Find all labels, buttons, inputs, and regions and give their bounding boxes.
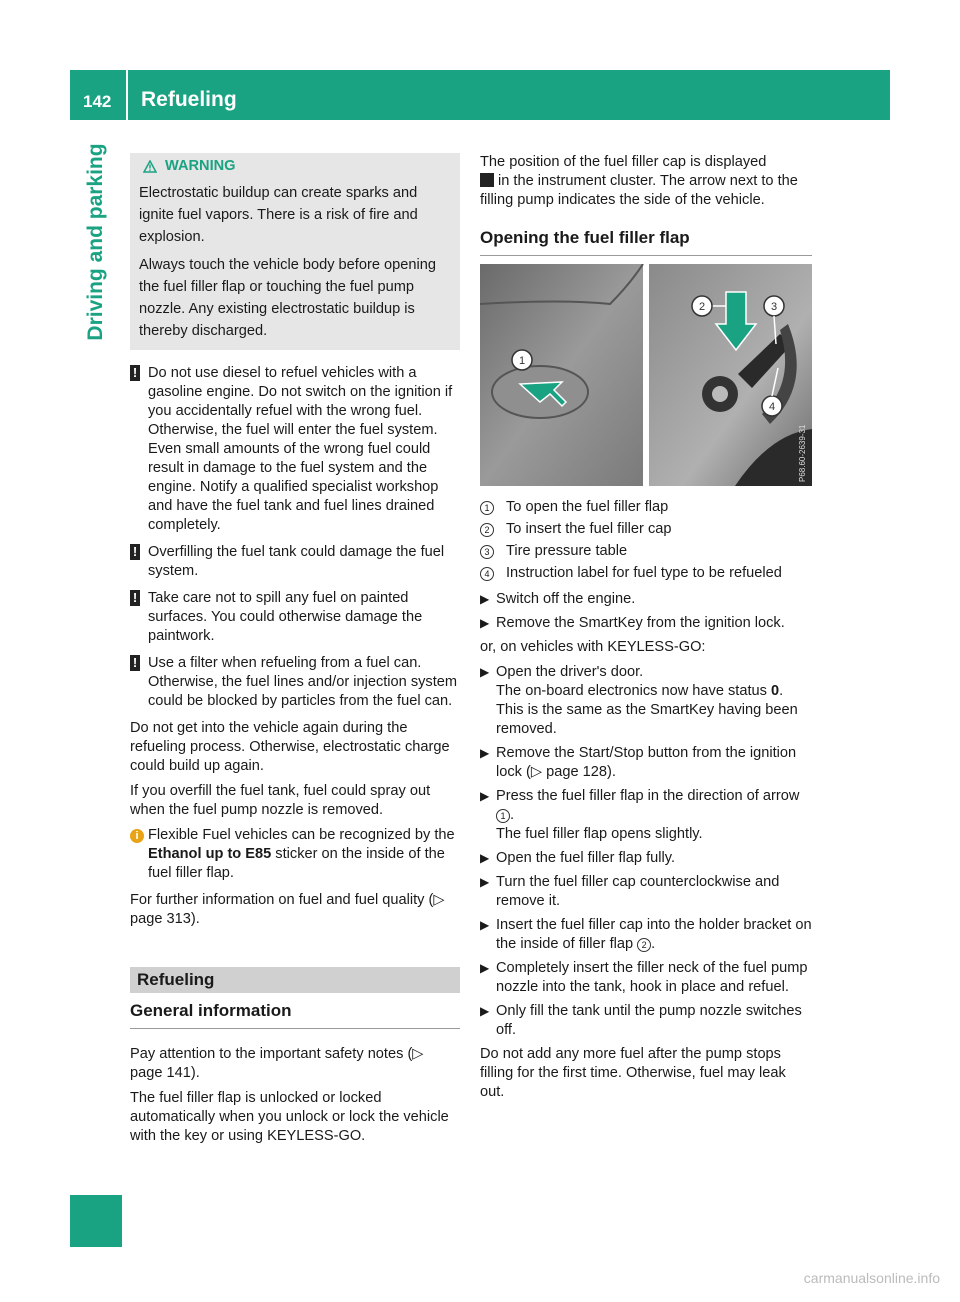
step-item: ▶ Press the fuel filler flap in the direction of arrow 1 . The fuel filler flap opens slightly. (480, 788, 800, 842)
note-text: Do not use diesel to refuel vehicles with a gasoline engine. Do not switch on the ignition if you accidentally refuel with the wrong fuel. Otherwise, the fuel will enter the fuel system. Even small amounts of the wrong fuel could result in damage to the fuel system and the engine. Notify a qualified specialist workshop and have the fuel tank and fuel lines drained completely. (148, 365, 453, 533)
note-item (130, 364, 460, 535)
fuel-flap-illustration (480, 264, 812, 486)
further-info: For further information on fuel and fuel quality (▷ page 313). (130, 892, 445, 927)
legend-item: 2 To insert the fuel filler cap (480, 520, 812, 539)
page-title: Refueling (141, 88, 237, 111)
fuel-flap-figure (480, 264, 812, 486)
step-arrow-icon: ▶ (480, 665, 490, 679)
watermark: carmanualsonline.info (803, 1270, 940, 1286)
chapter-marker (70, 1195, 122, 1247)
figure-callout: 4 (768, 401, 776, 413)
paragraph-again: Do not get into the vehicle again during the refueling process. Otherwise, electrostatic charge could build up again. (130, 720, 450, 774)
info-note (130, 826, 460, 883)
general-paragraph-2: The fuel filler flap is unlocked or locked automatically when you unlock or lock the vehicle with the key or using KEYLESS-GO. (130, 1090, 449, 1144)
warning-box (130, 153, 460, 350)
opening-heading: Opening the fuel filler flap (480, 228, 812, 256)
step-item: ▶ Turn the fuel filler cap counterclockwise and remove it. (480, 874, 780, 909)
header-divider (126, 70, 128, 120)
legend-item: 4 Instruction label for fuel type to be refueled (480, 564, 812, 583)
figure-callout: 2 (698, 301, 706, 313)
step-item: ▶ Open the driver's door. The on-board electronics now have status 0. This is the same as the SmartKey having been removed. (480, 664, 798, 737)
step-arrow-icon: ▶ (480, 789, 490, 803)
general-paragraph-1: Pay attention to the important safety notes (▷ page 141). (130, 1046, 424, 1081)
step-arrow-icon: ▶ (480, 616, 490, 630)
exclamation-icon: ! (130, 365, 140, 381)
note-text: Overfilling the fuel tank could damage the fuel system. (148, 544, 445, 579)
legend-item: 3 Tire pressure table (480, 542, 812, 561)
step-item: ▶ Insert the fuel filler cap into the holder bracket on the inside of filler flap 2 . (480, 917, 812, 952)
step-item: ▶ Switch off the engine. (480, 591, 636, 607)
info-text: Flexible Fuel vehicles can be recognized by the Ethanol up to E85 sticker on the inside of the fuel filler flap. (148, 827, 455, 881)
step-arrow-icon: ▶ (480, 961, 490, 975)
exclamation-icon: ! (130, 590, 140, 606)
note-text: Use a filter when refueling from a fuel can. Otherwise, the fuel lines and/or injection system could be blocked by particles from the fuel can. (148, 655, 458, 709)
note-item (130, 589, 460, 646)
general-heading: General information (130, 1001, 460, 1029)
note-item (130, 654, 460, 711)
info-icon: i (130, 829, 144, 843)
figure-callout: 1 (518, 355, 526, 367)
right-column (480, 153, 812, 1108)
or-line: or, on vehicles with KEYLESS-GO: (480, 639, 706, 655)
page-number: 142 (83, 92, 112, 111)
warning-text-1: Electrostatic buildup can create sparks and ignite fuel vapors. There is a risk of fire and explosion. (139, 185, 418, 245)
step-arrow-icon: ▶ (480, 1004, 490, 1018)
fuel-pump-icon (480, 173, 494, 187)
legend-item: 1 To open the fuel filler flap (480, 498, 812, 517)
section-band: Refueling (130, 967, 460, 993)
warning-text-2: Always touch the vehicle body before opening the fuel filler flap or touching the fuel pump nozzle. Any existing electrostatic buildup is thereby discharged. (139, 257, 436, 339)
step-item: ▶ Open the fuel filler flap fully. (480, 850, 676, 866)
chapter-label: Driving and parking (84, 143, 107, 341)
note-item (130, 543, 460, 581)
step-arrow-icon: ▶ (480, 746, 490, 760)
figure-callout: 3 (770, 301, 778, 313)
paragraph-overfill: If you overfill the fuel tank, fuel could spray out when the fuel pump nozzle is removed. (130, 783, 431, 818)
exclamation-icon: ! (130, 544, 140, 560)
intro-paragraph: The position of the fuel filler cap is displayed in the instrument cluster. The arrow next to the filling pump indicates the side of the vehicle. (480, 154, 798, 208)
step-item: ▶ Completely insert the filler neck of the fuel pump nozzle into the tank, hook in place and refuel. (480, 960, 808, 995)
note-text: Take care not to spill any fuel on painted surfaces. You could otherwise damage the paintwork. (148, 590, 423, 644)
step-arrow-icon: ▶ (480, 851, 490, 865)
step-arrow-icon: ▶ (480, 918, 490, 932)
warning-triangle-icon (143, 160, 157, 173)
step-arrow-icon: ▶ (480, 875, 490, 889)
warning-title-text: WARNING (165, 158, 236, 174)
left-column (130, 153, 460, 1152)
exclamation-icon: ! (130, 655, 140, 671)
step-arrow-icon: ▶ (480, 592, 490, 606)
warning-title (139, 157, 452, 176)
final-paragraph: Do not add any more fuel after the pump stops filling for the first time. Otherwise, fuel may leak out. (480, 1046, 786, 1100)
figure-code: P68.60-2639-31 (798, 424, 807, 482)
step-item: ▶ Only fill the tank until the pump nozzle switches off. (480, 1003, 802, 1038)
step-item: ▶ Remove the Start/Stop button from the ignition lock (▷ page 128). (480, 745, 797, 780)
step-item: ▶ Remove the SmartKey from the ignition lock. (480, 615, 785, 631)
